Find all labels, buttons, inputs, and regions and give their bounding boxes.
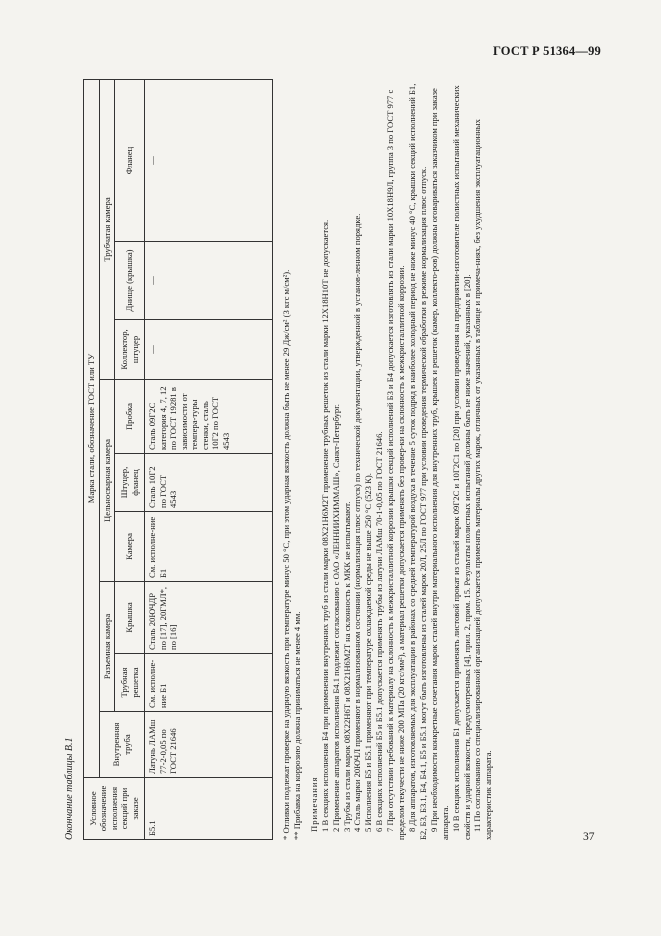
notes-block bbox=[281, 80, 494, 840]
table-row bbox=[145, 79, 273, 839]
cell-chamber: См. исполне-ние Б1 bbox=[145, 512, 273, 582]
materials-table bbox=[83, 79, 273, 840]
rotated-content bbox=[63, 80, 583, 840]
note-item: 5 Исполнения Б5 и Б5.1 применяют при температуре охлаждаемой среды не выше 250 °С (523 К). bbox=[363, 473, 374, 832]
note-item: 11 По согласованию со специализированной организацией допускается применять материалы других марок, отличных от указанных в таблице и примеча-ниях, без ухудшения эксплуатационных характеристик аппарата. bbox=[472, 119, 494, 840]
table-caption: Окончание таблицы В.1 bbox=[64, 737, 75, 840]
note-item: 4 Сталь марки 20ЮЧЛ применяют в нормализованном состоянии (нормализация плюс отпуск) по технической документации, утвержденной в установ-ленном порядке. bbox=[352, 213, 363, 832]
note-item: 7 При отсутствии требований к материалу на склонность к межкристаллитной коррозии крышки секций исполнений Б3 и Б4 допускается изготовлять из стали марки 10Х18Н9Л, группа 3 по ГОСТ 977 с пределом текучести не ниже 200 МПа (20 кгс/мм²), а материал решетки допускается применять без провер-ки на склонность к межкристаллитной коррозии. bbox=[385, 89, 407, 840]
header-fitting-flange: Штуцер, фланец bbox=[115, 454, 145, 512]
note-item: 8 Для аппаратов, изготовляемых для эксплуатации в районах со средней температурой воздуха в течение 5 суток подряд в наиболее холодный период не ниже минус 40 °С, крышки секций исполнений Б1, Б2, Б3, Б3.1, Б4, Б4.1, Б5 и Б5.1 могут быть изготовлены из сталей марок 20Л, 25Л по ГОСТ 977 при условии проведения термической обработки в режиме нормализация плюс отпуск. bbox=[406, 83, 428, 840]
cell-plug: Сталь 09Г2С категория 4, 7, 12 по ГОСТ 19281 в зависимости от темпера-туры стенки, сталь 10Г2 по ГОСТ 4543 bbox=[145, 380, 273, 454]
standard-header: ГОСТ Р 51364—99 bbox=[492, 44, 601, 58]
note-item: 2 Применение аппаратов исполнения Б4.1 подлежит согласованию с ОАО «ЛЕННИИХИММАШ», Санкт-Петербург. bbox=[330, 404, 341, 832]
header-collector: Коллектор, штуцер bbox=[115, 320, 145, 380]
cell-bottom: — bbox=[145, 242, 273, 320]
header-chamber: Камера bbox=[115, 512, 145, 582]
page-number: 37 bbox=[583, 831, 595, 843]
header-welded-chamber: Цельносварная камера bbox=[99, 380, 115, 582]
cell-tube-sheet: См. исполне-ние Б1 bbox=[145, 654, 273, 712]
header-bottom: Днище (крышка) bbox=[115, 242, 145, 320]
note-item: 3 Трубы из стали марок 08Х22Н6Т и 08Х21Н6М2Т на склонность к МКК не испытывают. bbox=[341, 501, 352, 832]
note-item: 10 В секциях исполнения Б1 допускается применять листовой прокат из сталей марок 09Г2С и 10Г2С1 по [20] при условии проведения на предприятии-изготовителе полистных испытаний механических свойств и ударной вязкости, предусмотренных [4], прил. 2, прим. 15. Результаты полистных испытаний должны быть не ниже значений, указанных в [20]. bbox=[450, 85, 472, 840]
cell-variant: Б5.1 bbox=[145, 778, 273, 840]
cell-inner-tube: Латунь ЛАМш 77-2-0,05 по ГОСТ 21646 bbox=[145, 712, 273, 778]
note-item: 6 В секциях исполнений Б5 и Б5.1 допускается применять трубы из латуни ЛАМш 70-1-0,05 по ГОСТ 21646. bbox=[374, 431, 385, 832]
cell-fitting-flange: Сталь 10Г2 по ГОСТ 4543 bbox=[145, 454, 273, 512]
header-tubular-chamber: Трубчатая камера bbox=[99, 79, 115, 379]
cell-lid: Сталь 20ЮЧДР по [17], 20ГМЛ*, по [16] bbox=[145, 582, 273, 654]
cell-collector: — bbox=[145, 320, 273, 380]
note-item: 9 При необходимости конкретные сочетания марок сталей внутри материального исполнения для внутренних труб, крышек и решеток (камер, коллекто-ров) должны оговариваться заказчиком при заказе аппарата. bbox=[428, 88, 450, 840]
header-detachable-chamber: Разъемная камера bbox=[99, 582, 115, 712]
cell-flange: — bbox=[145, 79, 273, 241]
header-steel-grade: Марка стали, обозначение ГОСТ или ТУ bbox=[84, 79, 100, 777]
notes-title: Примечания bbox=[308, 776, 319, 832]
footnote: * Отливки подлежат проверке на ударную вязкость при температуре минус 50 °С, при этом ударная вязкость должна быть не менее 29 Дж/см² (3 кгс м/см²). bbox=[281, 269, 291, 840]
note-item: 1 В секциях исполнения Б4 при применении внутренних труб из стали марки 08Х21Н6М2Т применение трубных решеток из стали марки 12Х18Н10Т не допускается. bbox=[319, 219, 330, 832]
footnote: ** Прибавка на коррозию должна приниматься не менее 4 мм. bbox=[291, 611, 302, 840]
header-plug: Пробка bbox=[115, 380, 145, 454]
header-variant: Условное обозначение исполнения секций при заказе bbox=[84, 778, 145, 840]
header-tube-sheet: Трубная решетка bbox=[115, 654, 145, 712]
header-inner-tube: Внутренняя труба bbox=[99, 712, 145, 778]
header-flange: Фланец bbox=[115, 79, 145, 241]
header-lid: Крышка bbox=[115, 582, 145, 654]
